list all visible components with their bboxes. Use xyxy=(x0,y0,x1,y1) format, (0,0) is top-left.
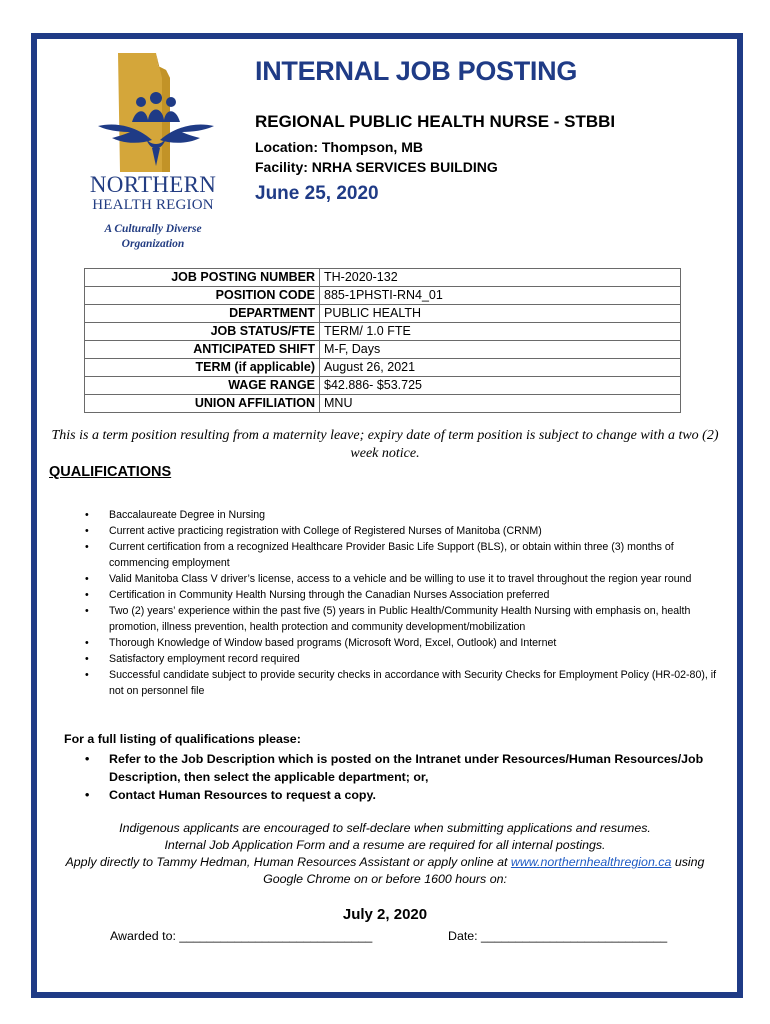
qualification-text: Thorough Knowledge of Window based programs (Microsoft Word, Excel, Outlook) and Internet xyxy=(109,637,557,649)
full-listing-text: Refer to the Job Description which is posted on the Intranet under Resources/Human Resources/Job Description, then select the applicable department; or, xyxy=(109,752,704,784)
closing-line3 xyxy=(40,854,730,871)
qualification-text: Satisfactory employment record required xyxy=(109,653,300,665)
bullet-icon: • xyxy=(85,752,90,766)
bullet-icon: • xyxy=(85,509,89,521)
organization-name xyxy=(78,173,228,214)
closing-line1: Indigenous applicants are encouraged to self-declare when submitting applications and resumes. xyxy=(119,821,651,835)
details-label: ANTICIPATED SHIFT xyxy=(85,341,320,359)
qualification-text: Current active practicing registration with College of Registered Nurses of Manitoba (CRNM) xyxy=(109,525,542,537)
details-row xyxy=(85,287,681,305)
bullet-icon: • xyxy=(85,637,89,649)
details-label: WAGE RANGE xyxy=(85,377,320,395)
details-label: JOB STATUS/FTE xyxy=(85,323,320,341)
qualification-item xyxy=(82,523,722,539)
details-value: $42.886- $53.725 xyxy=(320,377,681,395)
details-row xyxy=(85,323,681,341)
facility-text: Facility: NRHA SERVICES BUILDING xyxy=(255,159,498,175)
closing-date: July 2, 2020 xyxy=(342,906,428,923)
date-line: Date: ___________________________ xyxy=(448,929,668,943)
qualification-item xyxy=(82,571,722,587)
bullet-icon: • xyxy=(85,541,89,553)
qualification-item xyxy=(82,651,722,667)
qualification-text: Current certification from a recognized Healthcare Provider Basic Life Support (BLS), or obtain within three (3) months of commencing employment xyxy=(109,541,674,569)
qualification-text: Valid Manitoba Class V driver’s license, access to a vehicle and be willing to use it to travel throughout the region year round xyxy=(109,573,692,585)
details-value: 885-1PHSTI-RN4_01 xyxy=(320,287,681,305)
page-title: INTERNAL JOB POSTING xyxy=(255,56,578,86)
details-label: POSITION CODE xyxy=(85,287,320,305)
details-row xyxy=(85,359,681,377)
qualification-item xyxy=(82,667,722,699)
org-name-line2: HEALTH REGION xyxy=(92,197,214,213)
details-value: MNU xyxy=(320,395,681,413)
bullet-icon: • xyxy=(85,788,90,802)
details-value: August 26, 2021 xyxy=(320,359,681,377)
bullet-icon: • xyxy=(85,605,89,617)
details-label: UNION AFFILIATION xyxy=(85,395,320,413)
qualification-item xyxy=(82,507,722,523)
bullet-icon: • xyxy=(85,669,89,681)
full-listing-heading: For a full listing of qualifications please: xyxy=(64,732,301,746)
details-value: TH-2020-132 xyxy=(320,269,681,287)
tagline-line2: Organization xyxy=(121,238,185,250)
org-name-line1: NORTHERN xyxy=(89,172,217,197)
closing-line4: Google Chrome on or before 1600 hours on: xyxy=(263,872,507,886)
qualification-text: Successful candidate subject to provide security checks in accordance with Security Checks for Employment Policy (HR-02-80), if not on personnel file xyxy=(109,669,717,697)
qualification-text: Certification in Community Health Nursing through the Canadian Nurses Association preferred xyxy=(109,589,550,601)
details-row xyxy=(85,395,681,413)
northern-health-logo xyxy=(78,48,228,248)
details-row xyxy=(85,377,681,395)
job-details-table xyxy=(84,268,681,413)
qualification-item xyxy=(82,539,722,571)
details-value: PUBLIC HEALTH xyxy=(320,305,681,323)
website-link[interactable]: www.northernhealthregion.ca xyxy=(510,855,672,869)
bullet-icon: • xyxy=(85,589,89,601)
full-listing-item xyxy=(82,786,722,804)
details-row xyxy=(85,341,681,359)
full-listing-item xyxy=(82,750,722,786)
closing-line2: Internal Job Application Form and a resume are required for all internal postings. xyxy=(164,838,606,852)
awarded-to-line: Awarded to: ____________________________ xyxy=(110,929,373,943)
apply-text: Apply directly to Tammy Hedman, Human Resources Assistant or apply online at xyxy=(65,855,511,869)
location-text: Location: Thompson, MB xyxy=(255,139,423,155)
details-label: DEPARTMENT xyxy=(85,305,320,323)
full-listing-text: Contact Human Resources to request a copy. xyxy=(109,788,376,802)
closing-instructions xyxy=(40,820,730,888)
org-tagline xyxy=(78,222,228,252)
qualification-text: Baccalaureate Degree in Nursing xyxy=(109,509,266,521)
details-row xyxy=(85,305,681,323)
details-label: JOB POSTING NUMBER xyxy=(85,269,320,287)
apply-text-end: using xyxy=(671,855,705,869)
details-value: M-F, Days xyxy=(320,341,681,359)
full-listing-list xyxy=(82,750,722,804)
position-title: REGIONAL PUBLIC HEALTH NURSE - STBBI xyxy=(255,112,616,131)
details-value: TERM/ 1.0 FTE xyxy=(320,323,681,341)
qualification-item xyxy=(82,603,722,635)
qualifications-heading: QUALIFICATIONS xyxy=(49,464,172,480)
qualification-text: Two (2) years’ experience within the past five (5) years in Public Health/Community Health Nursing with emphasis on, health promotion, illness prevention, health protection and community development/mobilization xyxy=(109,605,691,633)
tagline-line1: A Culturally Diverse xyxy=(104,223,202,235)
qualification-item xyxy=(82,587,722,603)
posting-date: June 25, 2020 xyxy=(255,183,379,204)
bullet-icon: • xyxy=(85,525,89,537)
qualification-item xyxy=(82,635,722,651)
term-note: This is a term position resulting from a maternity leave; expiry date of term position is subject to change with a two (2) week notice. xyxy=(51,428,719,461)
details-row xyxy=(85,269,681,287)
bullet-icon: • xyxy=(85,653,89,665)
bullet-icon: • xyxy=(85,573,89,585)
details-label: TERM (if applicable) xyxy=(85,359,320,377)
qualifications-list xyxy=(82,507,722,699)
